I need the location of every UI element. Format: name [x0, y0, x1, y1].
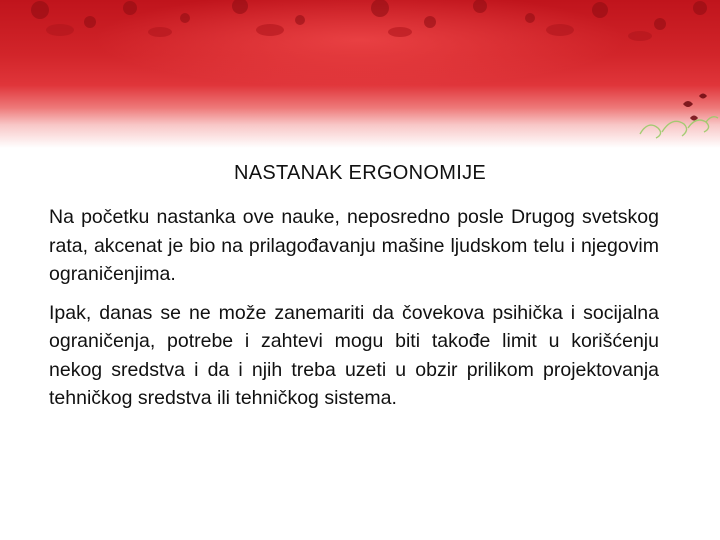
floral-ornament-icon	[0, 0, 720, 150]
slide-title: NASTANAK ERGONOMIJE	[233, 162, 487, 184]
paragraph-2: Ipak, danas se ne može zanemariti da čovekova psihička i socijalna ograničenja, potrebe i zahtevi mogu biti takođe limit u korišćenju nekog sredstva i da i njih treba uzeti u obzir prilikom projektovanja tehničkog sredstva ili tehničkog sistema.	[49, 301, 659, 409]
slide-body	[49, 203, 659, 423]
paragraph-1: Na početku nastanka ove nauke, neposredno posle Drugog svetskog rata, akcenat je bio na prilagođavanju mašine ljudskom telu i njegovim ograničenjima.	[49, 206, 659, 285]
header-banner	[0, 0, 720, 150]
